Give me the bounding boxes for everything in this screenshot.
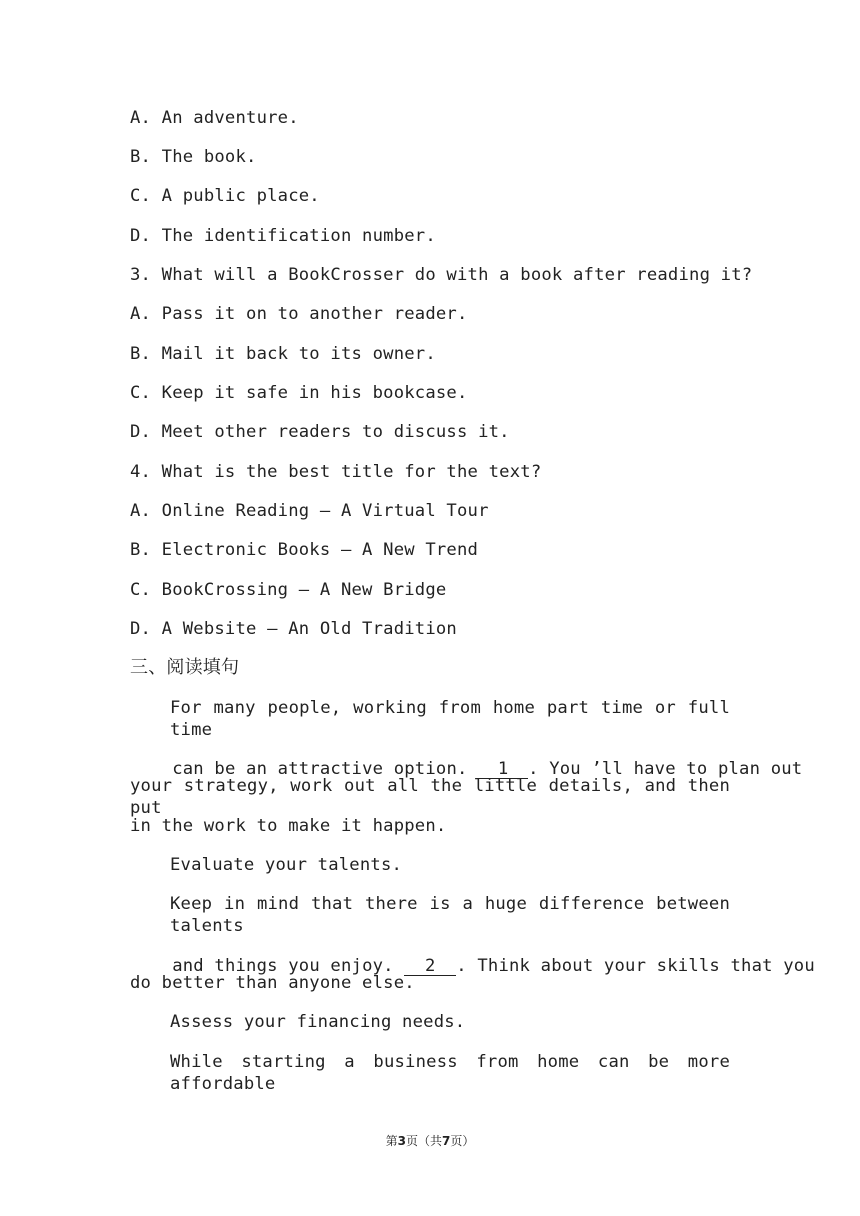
- passage-line: For many people, working from home part time or full time: [170, 698, 730, 740]
- section-heading: 三、阅读填句: [130, 657, 240, 678]
- passage-line: in the work to make it happen.: [130, 816, 447, 836]
- q2-option-c: C. A public place.: [130, 186, 320, 206]
- blank-1: 1: [478, 760, 528, 779]
- footer-page-number: 3: [397, 1134, 406, 1148]
- page-footer: [0, 1132, 860, 1149]
- q4-option-b: B. Electronic Books — A New Trend: [130, 540, 479, 560]
- q3-question: 3. What will a BookCrosser do with a book after reading it?: [130, 265, 753, 285]
- subheading-assess-financing: Assess your financing needs.: [170, 1012, 466, 1032]
- q2-option-a: A. An adventure.: [130, 108, 299, 128]
- q4-option-d: D. A Website — An Old Tradition: [130, 619, 457, 639]
- passage-text: . You ’ll have to plan out: [528, 759, 803, 779]
- q3-option-b: B. Mail it back to its owner.: [130, 344, 436, 364]
- q4-option-c: C. BookCrossing — A New Bridge: [130, 580, 447, 600]
- footer-prefix: 第: [385, 1134, 398, 1148]
- q3-option-d: D. Meet other readers to discuss it.: [130, 422, 510, 442]
- q4-question: 4. What is the best title for the text?: [130, 462, 542, 482]
- passage-text: can be an attractive option.: [172, 759, 479, 779]
- passage-line: While starting a business from home can be more affordable: [170, 1052, 730, 1094]
- footer-suffix: 页）: [450, 1134, 475, 1148]
- passage-text: . Think about your skills that you: [456, 956, 815, 976]
- q3-option-a: A. Pass it on to another reader.: [130, 304, 468, 324]
- passage-text: and things you enjoy.: [172, 956, 405, 976]
- blank-2: 2: [404, 957, 456, 976]
- subheading-evaluate-talents: Evaluate your talents.: [170, 855, 403, 875]
- footer-total-pages: 7: [442, 1134, 451, 1148]
- footer-middle: 页（共: [405, 1134, 442, 1148]
- passage-line: your strategy, work out all the little details, and then put: [130, 776, 730, 818]
- q3-option-c: C. Keep it safe in his bookcase.: [130, 383, 468, 403]
- q2-option-d: D. The identification number.: [130, 226, 436, 246]
- passage-line: do better than anyone else.: [130, 973, 415, 993]
- q4-option-a: A. Online Reading — A Virtual Tour: [130, 501, 489, 521]
- passage-line: Keep in mind that there is a huge difference between talents: [170, 894, 730, 936]
- q2-option-b: B. The book.: [130, 147, 257, 167]
